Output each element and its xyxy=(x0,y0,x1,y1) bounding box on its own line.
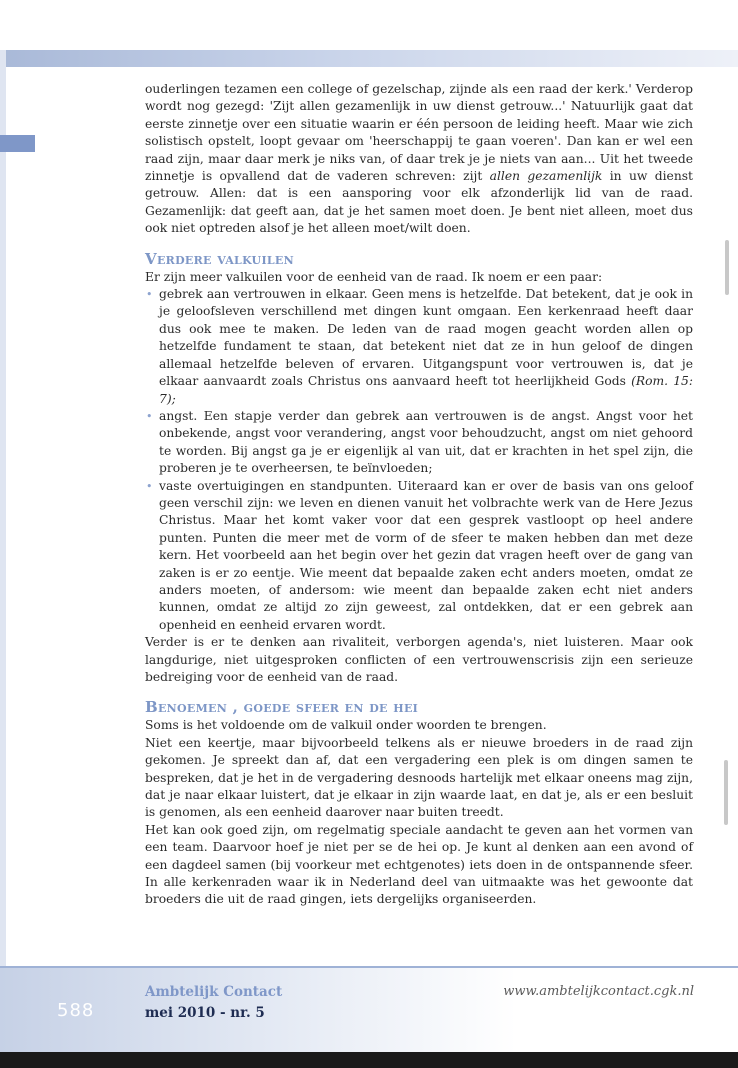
paragraph-text: ouderlingen tezamen een college of gezelschap, zijnde als een raad der kerk.' Verderop wordt nog gezegd: 'Zijt allen gezamenlijk in uw dienst getrouw...' Natuurlijk gaat dat eerste zinnetje over een situatie waarin er één persoon de leiding heeft. Maar wie zich solistisch opstelt, loopt gevaar om 'heerschappij te gaan voeren'. Dan kan er wel een raad zijn, maar daar merk je niks van, of daar trek je je niets van aan... Uit het tweede zinnetje is opvallend dat de vaderen schreven: zijt xyxy=(145,82,693,184)
section-heading: Benoemen , goede sfeer en de hei xyxy=(145,698,419,717)
list-item-text: gebrek aan vertrouwen in elkaar. Geen mens is hetzelfde. Dat betekent, dat je ook in je geloofsleven verschillend met dingen kunt omgaan. Een kerkenraad heeft daar dus ook mee te maken. De leden van de raad mogen geacht worden allen op hetzelfde fundament te staan, dat betekent niet dat ze in hun geloof de dingen allemaal hetzelfde beleven of ervaren. Uitgangspunt voor vertrouwen is, dat je elkaar aanvaardt zoals Christus ons aanvaard heeft tot heerlijkheid Gods xyxy=(159,287,693,389)
paragraph: Verder is er te denken aan rivaliteit, verborgen agenda's, niet luisteren. Maar ook langdurige, niet uitgesproken conflicten of een vertrouwenscrisis zijn een serieuze bedreiging voor de eenheid van de raad. xyxy=(145,635,693,684)
list-item xyxy=(145,408,693,478)
bible-reference: (Rom. 15: 7); xyxy=(159,374,693,406)
binder-hole-mark xyxy=(725,240,729,295)
list-item-text: vaste overtuigingen en standpunten. Uiteraard kan er over de basis van ons geloof geen verschil zijn: we leven en dienen vanuit het volbrachte werk van de Here Jezus Christus. Maar het komt vaker voor dat een gesprek vastloopt op heel andere punten. Punten die meer met de vorm of de sfeer te maken hebben dan met deze kern. Het voorbeeld aan het begin over het gezin dat vragen heeft over de gang van zaken is er zo eentje. Wie meent dat bepaalde zaken echt anders moeten, omdat ze anders moeten, of andersom: wie meent dan bepaalde zaken echt niet anders kunnen, omdat ze altijd zo zijn geweest, zal ontdekken, dat er een gebrek aan openheid en eenheid ervaren wordt. xyxy=(159,478,693,632)
list-item xyxy=(145,286,693,408)
top-color-band xyxy=(0,50,738,67)
emphasis-text: allen gezamenlijk xyxy=(489,169,603,184)
paragraph: Het kan ook goed zijn, om regelmatig speciale aandacht te geven aan het vormen van een team. Daarvoor hoef je niet per se de hei op. Je kunt al denken aan een avond of een dagdeel samen (bij voorkeur met echtgenotes) iets doen in de ontspannende sfeer. In alle kerkenraden waar ik in Nederland deel van uitmaakte was het gewoonte dat broeders die uit de raad gingen, iets dergelijks organiseerden. xyxy=(145,822,693,907)
bullet-list xyxy=(145,286,693,634)
left-margin-strip xyxy=(0,50,6,1050)
list-item-text: angst. Een stapje verder dan gebrek aan vertrouwen is de angst. Angst voor het onbekende, angst voor verandering, angst voor behoudzucht, angst om niet gehoord te worden. Bij angst ga je er eigenlijk al van uit, dat er krachten in het spel zijn, die proberen je te overheersen, te beïnvloeden; xyxy=(159,408,693,476)
footer-divider xyxy=(0,966,738,968)
list-item xyxy=(145,478,693,635)
paragraph: Soms is het voldoende om de valkuil onder woorden te brengen. xyxy=(145,718,547,733)
paragraph: Er zijn meer valkuilen voor de eenheid van de raad. Ik noem er een paar: xyxy=(145,269,603,284)
website-link[interactable]: www.ambtelijkcontact.cgk.nl xyxy=(503,984,694,999)
binder-hole-mark xyxy=(724,760,728,825)
footer-band xyxy=(0,966,738,1052)
bullet-icon: • xyxy=(146,479,153,493)
page-number: 588 xyxy=(57,1000,95,1021)
section-heading: Verdere valkuilen xyxy=(145,249,294,268)
paragraph-text: in uw dienst getrouw. Allen: dat is een aansporing voor elk afzonderlijk lid van de raad. Gezamenlijk: dat geeft aan, dat je het samen moet doen. Je bent niet alleen, moet dus ook niet optreden alsof je het alleen moet/wilt doen. xyxy=(145,169,693,236)
bullet-icon: • xyxy=(146,288,153,302)
issue-label: mei 2010 - nr. 5 xyxy=(145,1005,265,1021)
paragraph: Niet een keertje, maar bijvoorbeeld telkens als er nieuwe broeders in de raad zijn gekomen. Je spreekt dan af, dat een vergadering een plek is om dingen samen te bespreken, dat je het in de vergadering desnoods hartelijk met elkaar oneens mag zijn, dat je naar elkaar luistert, dat je elkaar in zijn waarde laat, en dat je, als er een besluit is genomen, als een eenheid daarover naar buiten treedt. xyxy=(145,735,693,820)
paragraph xyxy=(145,81,693,238)
bullet-icon: • xyxy=(146,409,153,423)
article-body xyxy=(145,81,693,909)
section-tab-marker xyxy=(0,135,35,152)
journal-title: Ambtelijk Contact xyxy=(145,984,283,1000)
